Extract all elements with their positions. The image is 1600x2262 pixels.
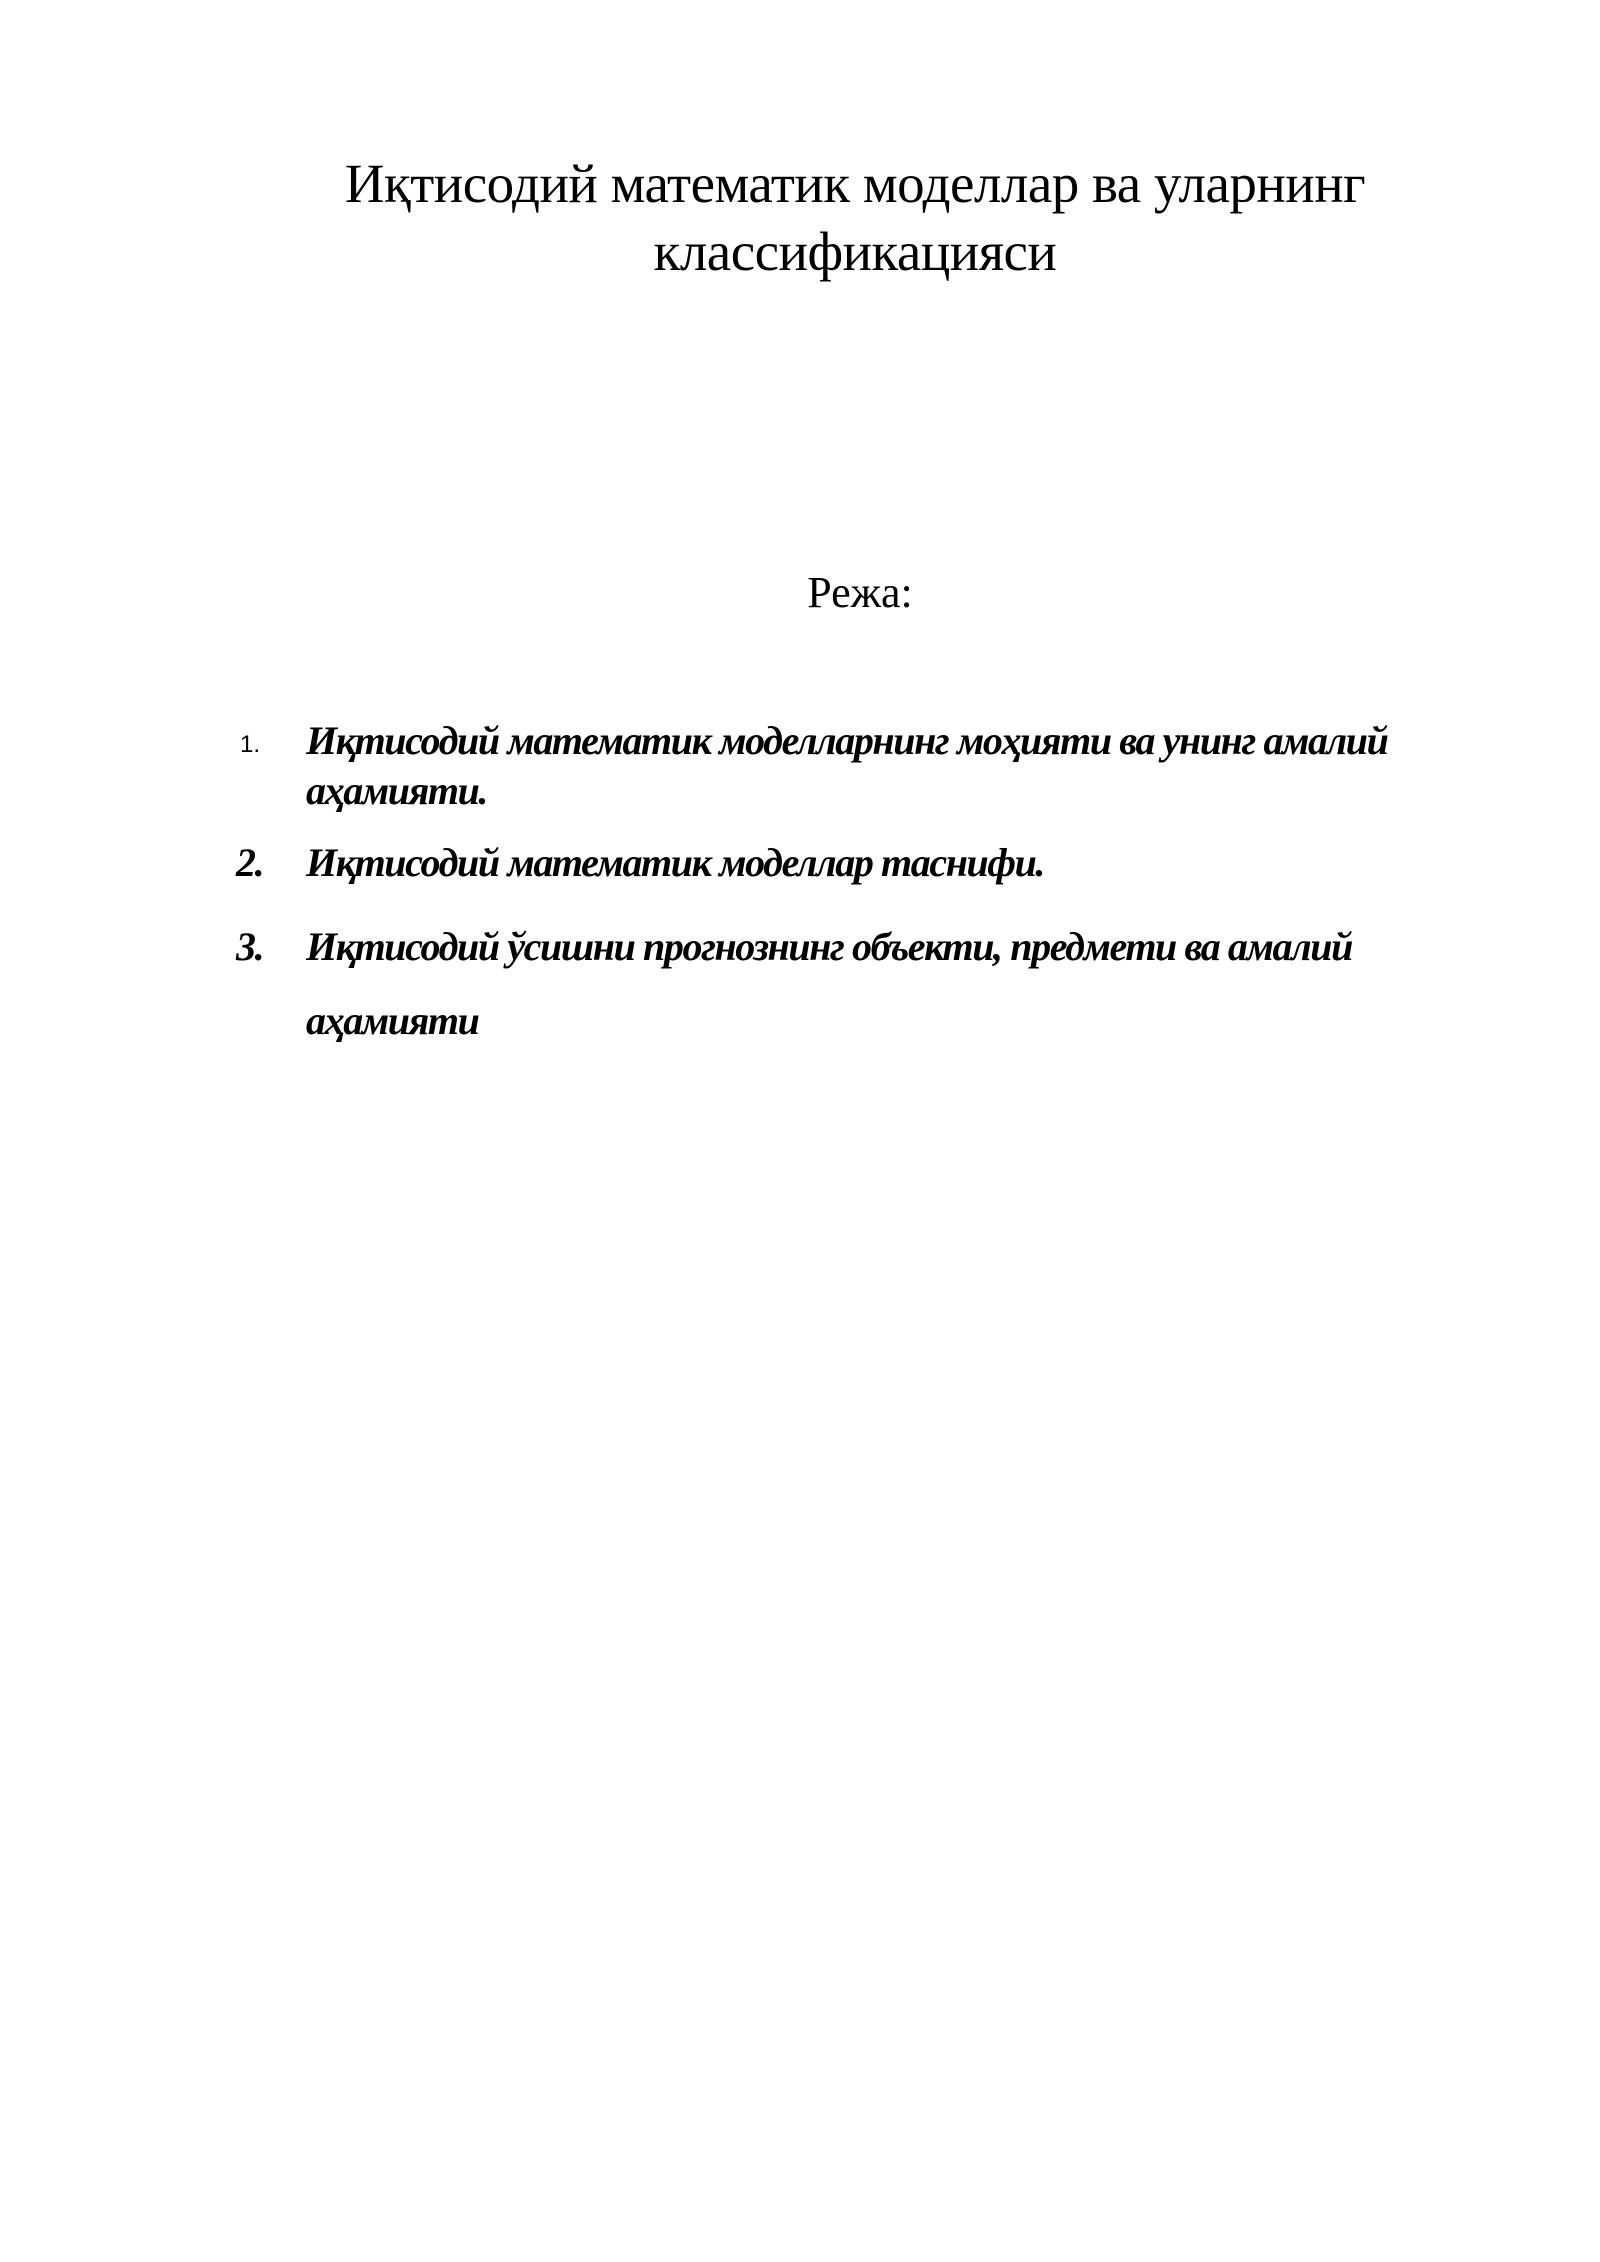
plan-item-number: 1. bbox=[240, 731, 261, 758]
plan-item-1 bbox=[230, 716, 1530, 816]
plan-item-2 bbox=[230, 838, 1530, 888]
document-title: Иқтисодий математик моделлар ва уларнинг классификацияси bbox=[344, 153, 1366, 282]
plan-item-number: 3. bbox=[236, 924, 264, 969]
plan-heading: Режа: bbox=[807, 568, 913, 617]
plan-item-3 bbox=[230, 910, 1530, 1058]
plan-item-text: Иқтисодий математик моделлар таснифи. bbox=[306, 840, 1045, 885]
plan-list bbox=[230, 716, 1530, 1058]
plan-item-text: Иқтисодий математик моделларнинг моҳияти ва унинг амалий аҳамияти. bbox=[306, 718, 1388, 813]
plan-item-text: Иқтисодий ўсишни прогнознинг объекти, предмети ва амалий аҳамияти bbox=[306, 924, 1352, 1043]
plan-item-number: 2. bbox=[236, 840, 264, 885]
